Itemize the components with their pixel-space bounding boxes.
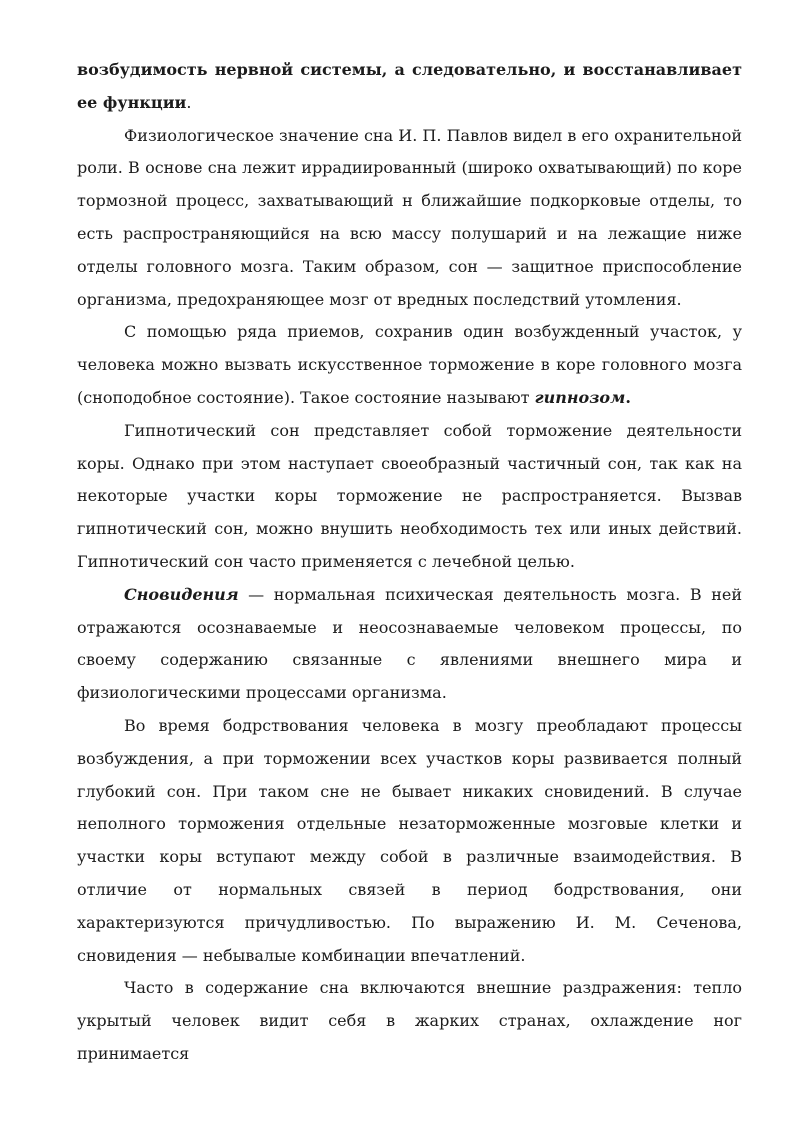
paragraph-continuation xyxy=(77,54,742,120)
paragraph-external-stimuli: Часто в содержание сна включаются внешние раздражения: тепло укрытый человек видит себя в жарких странах, охлаждение ног принимается xyxy=(77,978,742,1063)
term-dreams: Сновидения xyxy=(124,584,239,604)
paragraph-hypnosis-intro xyxy=(77,316,742,414)
paragraph-text: — нормальная психическая деятельность мозга. В ней отражаются осознаваемые и неосознаваемые человеком процессы, по своему содержанию связанные с явлениями внешнего мира и физиологическими процессами организма. xyxy=(77,584,742,703)
paragraph-wakefulness: Во время бодрствования человека в мозгу преобладают процессы возбуждения, а при торможении всех участков коры развивается полный глубокий сон. При таком сне не бывает никаких сновидений. В случае неполного торможения отдельные незаторможенные мозговые клетки и участки коры вступают между собой в различные взаимодействия. В отличие от нормальных связей в период бодрствования, они характеризуются причудливостью. По выражению И. М. Сеченова, сновидения — небывалые комбинации впечатлений. xyxy=(77,715,742,965)
paragraph-dreams-definition xyxy=(77,579,742,710)
paragraph-tail: . xyxy=(625,387,631,407)
paragraph-tail: . xyxy=(186,92,192,112)
paragraph-text: С помощью ряда приемов, сохранив один возбужденный участок, у человека можно вызвать искусственное торможение в коре головного мозга (сноподобное состояние). Такое состояние называют xyxy=(77,322,742,407)
paragraph-sleep-significance: Физиологическое значение сна И. П. Павлов видел в его охранительной роли. В основе сна лежит иррадиированный (широко охватывающий) по коре тормозной процесс, захватывающий н ближайшие подкорковые отделы, то есть распространяющийся на всю массу полушарий и на лежащие ниже отделы головного мозга. Таким образом, сон — защитное приспособление организма, предохраняющее мозг от вредных последствий утомления. xyxy=(77,125,742,309)
document-page xyxy=(77,54,742,1071)
term-hypnosis: гипнозом xyxy=(534,387,626,407)
bold-text: возбудимость нервной системы, а следовательно, и восстанавливает ее функции xyxy=(77,60,742,112)
paragraph-hypnotic-sleep: Гипнотический сон представляет собой торможение деятельности коры. Однако при этом наступает своеобразный частичный сон, так как на некоторые участки коры торможение не распространяется. Вызвав гипнотический сон, можно внушить необходимость тех или иных действий. Гипнотический сон часто применяется с лечебной целью. xyxy=(77,420,742,571)
